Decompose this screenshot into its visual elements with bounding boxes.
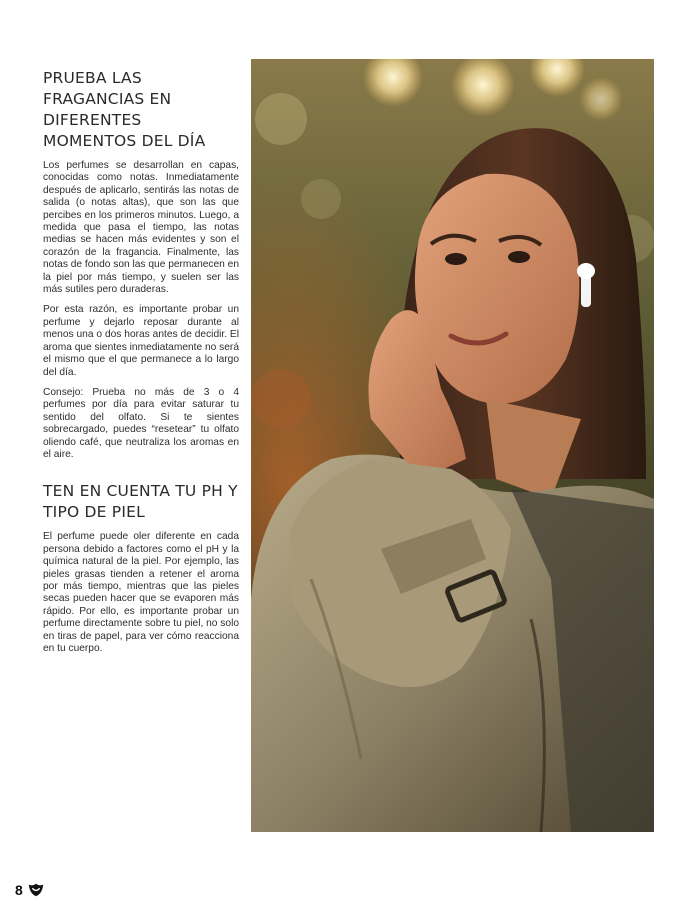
paragraph-wait: Por esta razón, es importante probar un perfume y dejarlo reposar durante al menos una o dos horas antes de decidir. El aroma que sientes inmediatamente no será el mismo que el que permanece a lo largo del día. [43, 304, 239, 378]
brand-logo-icon [27, 881, 45, 899]
woman-with-earbud-photo [251, 59, 654, 832]
article-text-column [43, 68, 239, 663]
page-number: 8 [15, 882, 23, 898]
paragraph-tip: Consejo: Prueba no más de 3 o 4 perfumes por día para evitar saturar tu sentido del olfato. Si te sientes sobrecargado, puedes “resetear” tu olfato oliendo café, que neutraliza los aromas en el aire. [43, 386, 239, 460]
section-heading-ph-skin: TEN EN CUENTA TU PH Y TIPO DE PIEL [43, 482, 238, 522]
paragraph-skin: El perfume puede oler diferente en cada persona debido a factores como el pH y la química natural de la piel. Por ejemplo, las pieles grasas tienden a retener el aroma por más tiempo, mientras que las pieles secas pueden hacer que se evaporen más rápido. Por ello, es importante probar un perfume directamente sobre tu piel, no solo en tiras de papel, para ver cómo reacciona en tu cuerpo. [43, 531, 239, 654]
section-heading-fragrances: PRUEBA LAS FRAGANCIAS EN DIFERENTES MOMENTOS DEL DÍA [43, 69, 206, 150]
page-footer [15, 880, 45, 900]
paragraph-notes: Los perfumes se desarrollan en capas, conocidas como notas. Inmediatamente después de aplicarlo, sentirás las notas de salida (o notas altas), que son las que percibes en los primeros minutos. Luego, a medida que pasa el tiempo, las notas medias se hacen más evidentes y son el corazón de la fragancia. Finalmente, las notas de fondo son las que permanecen en la piel por más tiempo, y suelen ser las más sutiles pero duraderas. [43, 160, 239, 296]
